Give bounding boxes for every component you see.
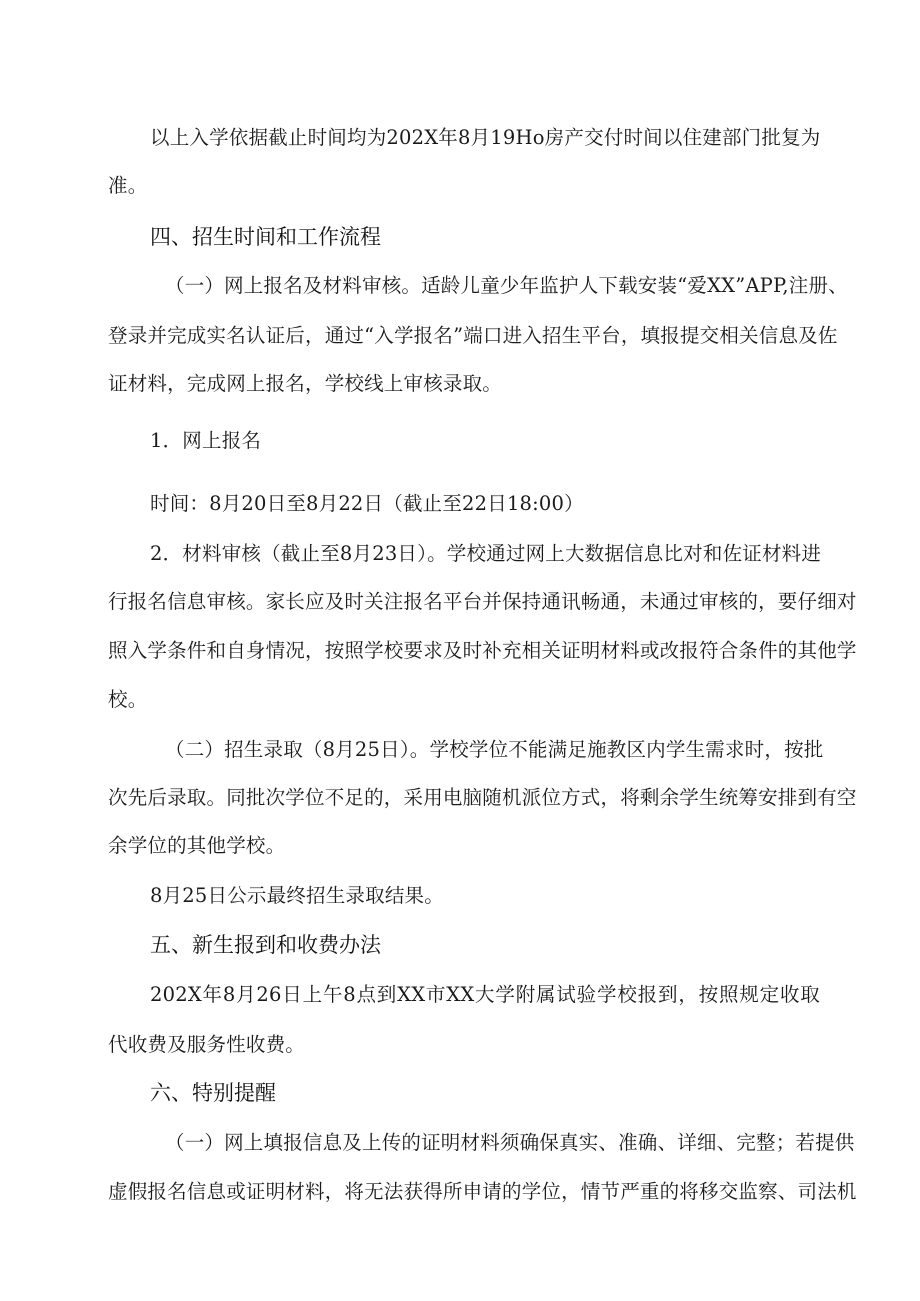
paragraph-line: 代收费及服务性收费。 [108,1033,306,1056]
paragraph-line: 余学位的其他学校。 [108,834,286,857]
section-heading-6: 六、特别提醒 [150,1081,276,1105]
paragraph-line: （二）招生录取（8月25日）。学校学位不能满足施教区内学生需求时，按批 [165,738,824,761]
paragraph-line: 时间：8月20日至8月22日（截止至22日18:00） [150,492,584,515]
paragraph-line: 照入学条件和自身情况，按照学校要求及时补充相关证明材料或改报符合条件的其他学 [108,639,857,662]
paragraph-line: 准。 [108,174,148,197]
paragraph-line: 8月25日公示最终招生录取结果。 [150,884,444,907]
paragraph-line: 校。 [108,688,148,711]
paragraph-line: 202X年8月26日上午8点到XX市XX大学附属试验学校报到，按照规定收取 [150,983,820,1006]
paragraph-line: 2．材料审核（截止至8月23日）。学校通过网上大数据信息比对和佐证材料进 [150,542,822,565]
section-heading-4: 四、招生时间和工作流程 [150,225,381,249]
paragraph-line: 以上入学依据截止时间均为202X年8月19Ho房产交付时间以住建部门批复为 [150,126,821,149]
paragraph-line: 次先后录取。同批次学位不足的，采用电脑随机派位方式，将剩余学生统筹安排到有空 [108,786,857,809]
paragraph-line: 虚假报名信息或证明材料，将无法获得所申请的学位，情节严重的将移交监察、司法机 [108,1180,857,1203]
section-heading-5: 五、新生报到和收费办法 [150,933,381,957]
subsection-title: 1．网上报名 [150,429,262,452]
paragraph-line: （一）网上填报信息及上传的证明材料须确保真实、准确、详细、完整；若提供 [165,1131,855,1154]
paragraph-line: （一）网上报名及材料审核。适龄儿童少年监护人下载安装“爱XX”APP,注册、 [165,274,848,297]
paragraph-line: 行报名信息审核。家长应及时关注报名平台并保持通讯畅通，未通过审核的，要仔细对 [108,590,857,613]
paragraph-line: 登录并完成实名认证后，通过“入学报名”端口进入招生平台，填报提交相关信息及佐 [108,324,838,347]
paragraph-line: 证材料，完成网上报名，学校线上审核录取。 [108,372,503,395]
